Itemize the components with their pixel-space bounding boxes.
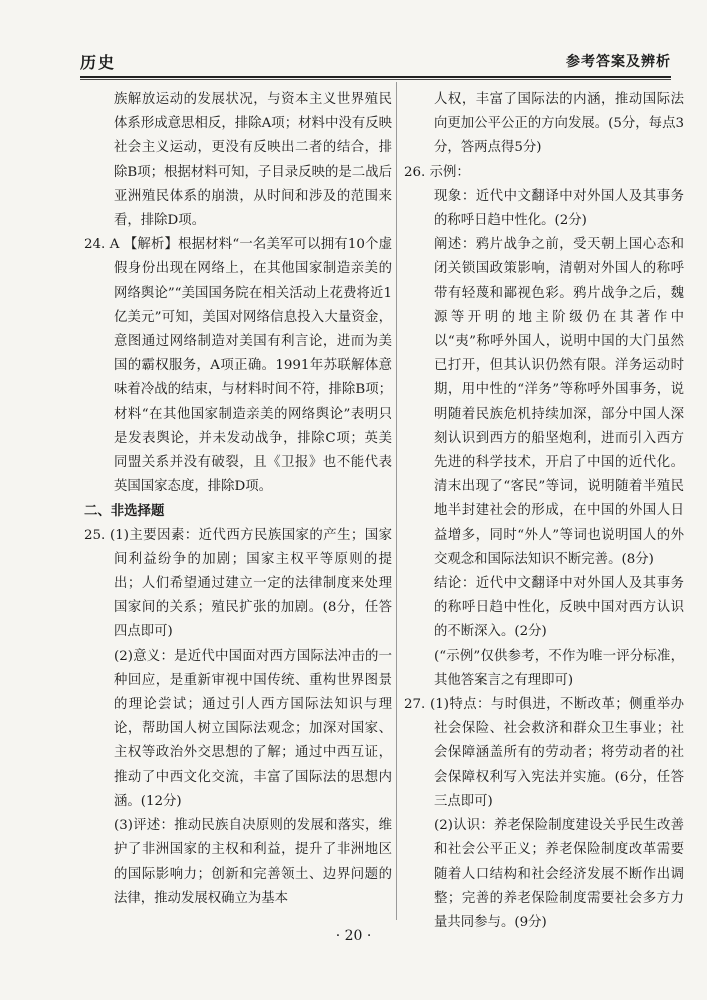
paragraph: 现象：近代中文翻译中对外国人及其事务的称呼日趋中性化。(2分)	[434, 188, 684, 229]
paragraph: 24. A 【解析】根据材料“一名美军可以拥有10个虚假身份出现在网络上，在其他国家制造亲美的网络舆论”“美国国务院在相关活动上花费将近1亿美元”可知，美国对网络信息投入大量资金，意图通过网络制造对美国有利言论，进而为美国的霸权服务，A项正确。1991年苏联解体意味着冷战的结束，与材料时间不符，排除B项；材料“在其他国家制造亲美的网络舆论”表明只是发表舆论，并未发动战争，排除C项；英美同盟关系并没有破裂，且《卫报》也不能代表英国国家态度，排除D项。	[84, 237, 392, 495]
paragraph: 阐述：鸦片战争之前，受天朝上国心态和闭关锁国政策影响，清朝对外国人的称呼带有轻蔑和鄙视色彩。鸦片战争之后，魏源等开明的地主阶级仍在其著作中以“夷”称呼外国人，说明中国的大门虽然已打开，但其认识仍然有限。洋务运动时期，用中性的“洋务”等称呼外国事务，说明随着民族危机持续加深，部分中国人深刻认识到西方的船坚炮利，进而引入西方先进的科学技术，开启了中国的近代化。清末出现了“客民”等词，说明随着半殖民地半封建社会的形成，在中国的外国人日益增多，同时“外人”等词也说明国人的外交观念和国际法知识不断完善。(8分)	[434, 237, 684, 567]
left-column	[84, 88, 392, 911]
header-rule	[80, 76, 671, 78]
paragraph: 人权，丰富了国际法的内涵，推动国际法向更加公平公正的方向发展。(5分，每点3分，答两点得5分)	[434, 92, 684, 156]
paragraph: 26. 示例：	[404, 164, 470, 180]
paragraph: 结论：近代中文翻译中对外国人及其事务的称呼日趋中性化，反映中国对西方认识的不断深入。(2分)	[434, 576, 684, 640]
paragraph: (“示例”仅供参考，不作为唯一评分标准，其他答案言之有理即可)	[434, 648, 684, 688]
page-header	[80, 50, 671, 72]
paragraph: 二、非选择题	[84, 503, 165, 520]
page-number: · 20 ·	[335, 928, 372, 944]
subject-title: 历史	[80, 53, 117, 72]
paragraph: (2)意义：是近代中国面对西方国际法冲击的一种回应，是重新审视中国传统、重构世界图景的理论尝试；通过引人西方国际法知识与理论，帮助国人树立国际法观念；加深对国家、主权等政治外交思想的了解；通过中西互证，推动了中西文化交流，丰富了国际法的思想内涵。(12分)	[114, 648, 392, 809]
column-divider	[396, 82, 397, 920]
paragraph: 族解放运动的发展状况，与资本主义世界殖民体系形成意思相反，排除A项；材料中没有反映社会主义运动，更没有反映出二者的结合，排除B项；根据材料可知，子目录反映的是二战后亚洲殖民体系的崩溃，从时间和涉及的范围来看，排除D项。	[114, 92, 392, 229]
header-rule-thin	[80, 79, 671, 80]
paragraph: 27. (1)特点：与时俱进，不断改革；侧重举办社会保险、社会救济和群众卫生事业；社会保障涵盖所有的劳动者；将劳动者的社会保障权利写入宪法并实施。(6分，任答三点即可)	[404, 697, 684, 809]
paragraph: (3)评述：推动民族自决原则的发展和落实，维护了非洲国家的主权和利益，提升了非洲地区的国际影响力；创新和完善领土、边界问题的法律，推动发展权确立为基本	[114, 818, 392, 906]
section-title: 参考答案及辨析	[566, 54, 671, 70]
right-column	[404, 88, 684, 935]
paragraph: (2)认识：养老保险制度建设关乎民生改善和社会公平正义；养老保险制度改革需要随着人口结构和社会经济发展不断作出调整；完善的养老保险制度需要社会多方力量共同参与。(9分)	[434, 818, 684, 930]
paragraph: 25. (1)主要因素：近代西方民族国家的产生；国家间利益纷争的加剧；国家主权平等原则的提出；人们希望通过建立一定的法律制度来处理国家间的关系；殖民扩张的加剧。(8分，任答四点即可)	[84, 527, 392, 640]
